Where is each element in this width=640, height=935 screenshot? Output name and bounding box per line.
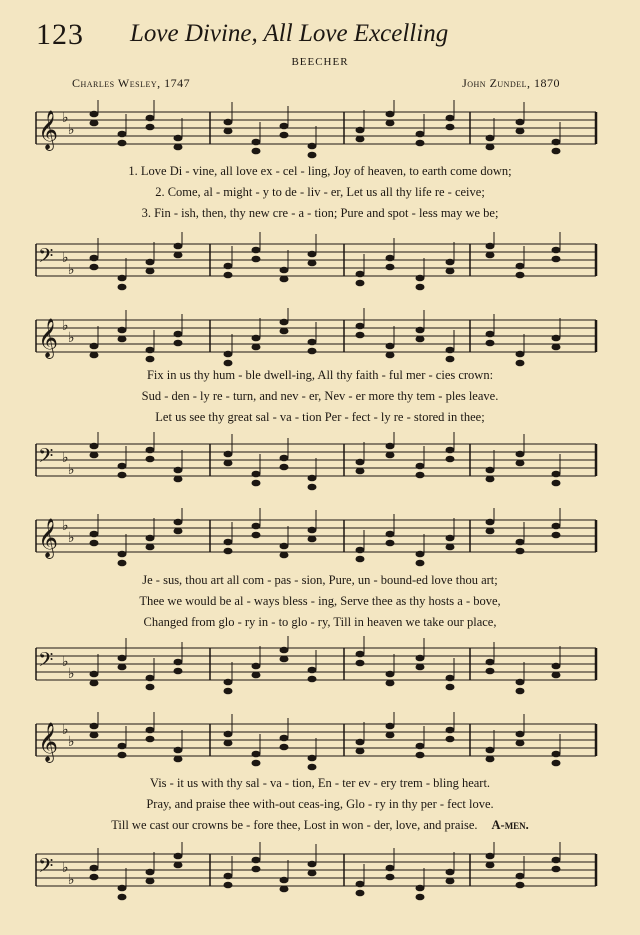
tune-name: BEECHER	[291, 56, 349, 68]
note-head	[416, 752, 425, 759]
note-head	[356, 739, 365, 746]
note-head	[118, 327, 127, 334]
note-head	[446, 736, 455, 743]
note-head	[516, 272, 525, 279]
note-head	[308, 143, 317, 150]
note-head	[516, 263, 525, 270]
note-head	[356, 660, 365, 667]
note-head	[90, 255, 99, 262]
note-head	[416, 655, 425, 662]
note-head	[516, 679, 525, 686]
note-head	[552, 523, 561, 530]
note-head	[174, 853, 183, 860]
flat-icon: ♭	[68, 666, 75, 682]
system-4-bass-staff	[0, 842, 640, 902]
note-head	[446, 878, 455, 885]
note-head	[356, 890, 365, 897]
note-head	[486, 853, 495, 860]
note-head	[552, 751, 561, 758]
note-head	[252, 247, 261, 254]
note-head	[146, 684, 155, 691]
note-head	[224, 539, 233, 546]
note-head	[118, 336, 127, 343]
note-head	[118, 664, 127, 671]
note-head	[356, 556, 365, 563]
note-head	[118, 275, 127, 282]
note-head	[118, 463, 127, 470]
note-head	[446, 675, 455, 682]
system-2-verse-3: Let us see thy great sal - va - tion Per - fect - ly re - stored in thee;	[155, 410, 485, 424]
note-head	[118, 140, 127, 147]
bass-clef-icon: 𝄢	[38, 648, 54, 676]
note-head	[416, 275, 425, 282]
note-head	[552, 857, 561, 864]
note-head	[446, 447, 455, 454]
note-head	[146, 447, 155, 454]
note-head	[308, 152, 317, 159]
system-1-verse-3: 3. Fin - ish, then, thy new cre - a - tion; Pure and spot - less may we be;	[141, 206, 499, 220]
note-head	[146, 869, 155, 876]
bass-clef-icon: 𝄢	[38, 854, 54, 882]
note-head	[446, 115, 455, 122]
note-head	[552, 672, 561, 679]
note-head	[308, 764, 317, 771]
note-head	[386, 111, 395, 118]
hymn-title: Love Divine, All Love Excelling	[130, 20, 449, 47]
note-head	[516, 740, 525, 747]
note-head	[386, 352, 395, 359]
note-head	[118, 560, 127, 567]
note-head	[252, 672, 261, 679]
flat-icon: ♭	[62, 654, 69, 670]
treble-clef-icon: 𝄞	[38, 722, 59, 762]
note-head	[252, 344, 261, 351]
note-head	[146, 675, 155, 682]
note-head	[118, 885, 127, 892]
note-head	[224, 272, 233, 279]
note-head	[416, 463, 425, 470]
note-head	[90, 120, 99, 127]
note-head	[486, 243, 495, 250]
note-head	[146, 535, 155, 542]
note-head	[516, 119, 525, 126]
note-head	[446, 124, 455, 131]
system-4-verse-2: Pray, and praise thee with-out ceas-ing, Glo - ry in thy per - fect love.	[146, 797, 494, 811]
flat-icon: ♭	[62, 450, 69, 466]
bass-clef-icon: 𝄢	[38, 444, 54, 472]
system-3-verse-2: Thee we would be al - ways bless - ing, Serve thee as thy hosts a - bove,	[139, 594, 501, 608]
note-head	[416, 664, 425, 671]
note-head	[280, 455, 289, 462]
note-head	[146, 736, 155, 743]
note-head	[118, 655, 127, 662]
note-head	[516, 539, 525, 546]
note-head	[308, 348, 317, 355]
treble-clef-icon: 𝄞	[38, 110, 59, 150]
note-head	[386, 343, 395, 350]
system-4-verse-3	[40, 818, 600, 833]
note-head	[356, 881, 365, 888]
note-head	[552, 663, 561, 670]
note-head	[90, 865, 99, 872]
note-head	[446, 684, 455, 691]
note-head	[90, 671, 99, 678]
note-head	[90, 111, 99, 118]
note-head	[146, 124, 155, 131]
note-head	[224, 351, 233, 358]
note-head	[308, 536, 317, 543]
note-head	[224, 263, 233, 270]
note-head	[224, 688, 233, 695]
note-head	[90, 452, 99, 459]
note-head	[90, 352, 99, 359]
note-head	[386, 874, 395, 881]
note-head	[308, 484, 317, 491]
note-head	[486, 331, 495, 338]
composer-credit: John Zundel, 1870	[462, 76, 560, 90]
note-head	[416, 327, 425, 334]
note-head	[552, 256, 561, 263]
note-head	[552, 139, 561, 146]
note-head	[552, 471, 561, 478]
note-head	[146, 727, 155, 734]
note-head	[552, 148, 561, 155]
note-head	[416, 284, 425, 291]
note-head	[146, 456, 155, 463]
note-head	[486, 340, 495, 347]
note-head	[386, 443, 395, 450]
note-head	[552, 532, 561, 539]
note-head	[90, 264, 99, 271]
note-head	[90, 343, 99, 350]
note-head	[386, 255, 395, 262]
note-head	[416, 472, 425, 479]
flat-icon: ♭	[68, 122, 75, 138]
note-head	[90, 540, 99, 547]
note-head	[356, 468, 365, 475]
note-head	[308, 755, 317, 762]
note-head	[90, 874, 99, 881]
flat-icon: ♭	[68, 462, 75, 478]
note-head	[118, 284, 127, 291]
note-head	[280, 552, 289, 559]
note-head	[386, 264, 395, 271]
note-head	[146, 356, 155, 363]
note-head	[224, 873, 233, 880]
note-head	[516, 451, 525, 458]
note-head	[552, 480, 561, 487]
note-head	[308, 475, 317, 482]
system-3-treble-staff	[0, 508, 640, 568]
note-head	[386, 540, 395, 547]
note-head	[174, 747, 183, 754]
note-head	[516, 460, 525, 467]
flat-icon: ♭	[62, 318, 69, 334]
note-head	[252, 335, 261, 342]
note-head	[280, 647, 289, 654]
note-head	[280, 877, 289, 884]
hymn-number: 123	[36, 18, 84, 51]
note-head	[224, 740, 233, 747]
note-head	[146, 268, 155, 275]
treble-clef-icon: 𝄞	[38, 318, 59, 358]
note-head	[516, 731, 525, 738]
note-head	[280, 464, 289, 471]
note-head	[552, 866, 561, 873]
note-head	[356, 332, 365, 339]
system-1-verse-2: 2. Come, al - might - y to de - liv - er, Let us all thy life re - ceive;	[155, 185, 485, 199]
note-head	[174, 519, 183, 526]
note-head	[386, 723, 395, 730]
note-head	[224, 731, 233, 738]
system-1-bass-staff	[0, 232, 640, 292]
note-head	[174, 756, 183, 763]
note-head	[280, 276, 289, 283]
note-head	[386, 452, 395, 459]
note-head	[90, 732, 99, 739]
note-head	[280, 886, 289, 893]
note-head	[486, 528, 495, 535]
flat-icon: ♭	[62, 250, 69, 266]
note-head	[224, 451, 233, 458]
note-head	[446, 347, 455, 354]
note-head	[224, 119, 233, 126]
note-head	[486, 668, 495, 675]
note-head	[224, 882, 233, 889]
note-head	[356, 136, 365, 143]
note-head	[90, 443, 99, 450]
note-head	[118, 743, 127, 750]
note-head	[486, 756, 495, 763]
note-head	[552, 344, 561, 351]
note-head	[280, 123, 289, 130]
flat-icon: ♭	[68, 530, 75, 546]
note-head	[416, 551, 425, 558]
flat-icon: ♭	[68, 330, 75, 346]
note-head	[486, 747, 495, 754]
note-head	[416, 743, 425, 750]
note-head	[552, 760, 561, 767]
note-head	[386, 120, 395, 127]
note-head	[386, 671, 395, 678]
note-head	[356, 271, 365, 278]
note-head	[386, 531, 395, 538]
note-head	[146, 878, 155, 885]
note-head	[252, 751, 261, 758]
note-head	[174, 340, 183, 347]
system-3-verse-1: Je - sus, thou art all com - pas - sion, Pure, un - bound-ed love thou art;	[142, 573, 498, 587]
note-head	[386, 865, 395, 872]
note-head	[416, 560, 425, 567]
note-head	[252, 760, 261, 767]
note-head	[486, 467, 495, 474]
note-head	[516, 360, 525, 367]
note-head	[308, 339, 317, 346]
note-head	[174, 476, 183, 483]
note-head	[118, 551, 127, 558]
note-head	[486, 135, 495, 142]
system-1-verse-1: 1. Love Di - vine, all love ex - cel - ling, Joy of heaven, to earth come down;	[128, 164, 512, 178]
note-head	[308, 260, 317, 267]
note-head	[146, 544, 155, 551]
note-head	[252, 139, 261, 146]
note-head	[446, 356, 455, 363]
note-head	[416, 885, 425, 892]
note-head	[516, 882, 525, 889]
flat-icon: ♭	[68, 872, 75, 888]
note-head	[252, 256, 261, 263]
note-head	[252, 857, 261, 864]
note-head	[174, 135, 183, 142]
flat-icon: ♭	[62, 518, 69, 534]
note-head	[516, 548, 525, 555]
note-head	[224, 460, 233, 467]
note-head	[356, 547, 365, 554]
note-head	[280, 267, 289, 274]
note-head	[552, 247, 561, 254]
note-head	[308, 870, 317, 877]
note-head	[174, 862, 183, 869]
system-1-treble-staff	[0, 100, 640, 160]
note-head	[552, 335, 561, 342]
note-head	[118, 894, 127, 901]
system-4-verse-1: Vis - it us with thy sal - va - tion, En - ter ev - ery trem - bling heart.	[149, 776, 491, 790]
note-head	[118, 752, 127, 759]
note-head	[224, 360, 233, 367]
note-head	[90, 680, 99, 687]
note-head	[308, 527, 317, 534]
note-head	[280, 543, 289, 550]
flat-icon: ♭	[68, 262, 75, 278]
note-head	[224, 679, 233, 686]
note-head	[252, 148, 261, 155]
note-head	[174, 252, 183, 259]
note-head	[118, 472, 127, 479]
note-head	[252, 480, 261, 487]
note-head	[356, 280, 365, 287]
note-head	[146, 259, 155, 266]
note-head	[252, 532, 261, 539]
note-head	[356, 323, 365, 330]
note-head	[280, 132, 289, 139]
note-head	[416, 131, 425, 138]
note-head	[146, 115, 155, 122]
note-head	[308, 667, 317, 674]
note-head	[252, 663, 261, 670]
note-head	[486, 519, 495, 526]
system-2-treble-staff	[0, 308, 640, 368]
system-2-verse-2: Sud - den - ly re - turn, and nev - er, Nev - er more thy tem - ples leave.	[141, 389, 499, 403]
note-head	[280, 319, 289, 326]
note-head	[174, 331, 183, 338]
system-2-verse-1: Fix in us thy hum - ble dwell-ing, All thy faith - ful mer - cies crown:	[146, 368, 494, 382]
note-head	[446, 727, 455, 734]
note-head	[280, 735, 289, 742]
note-head	[486, 659, 495, 666]
note-head	[280, 744, 289, 751]
note-head	[356, 459, 365, 466]
note-head	[174, 528, 183, 535]
note-head	[446, 456, 455, 463]
note-head	[486, 476, 495, 483]
note-head	[90, 723, 99, 730]
flat-icon: ♭	[62, 110, 69, 126]
note-head	[146, 347, 155, 354]
system-3-bass-staff	[0, 636, 640, 696]
note-head	[174, 467, 183, 474]
note-head	[174, 659, 183, 666]
note-head	[356, 127, 365, 134]
note-head	[516, 688, 525, 695]
note-head	[446, 544, 455, 551]
note-head	[446, 869, 455, 876]
note-head	[446, 268, 455, 275]
note-head	[280, 656, 289, 663]
note-head	[224, 548, 233, 555]
note-head	[174, 243, 183, 250]
system-3-verse-3: Changed from glo - ry in - to glo - ry, Till in heaven we take our place,	[143, 615, 497, 629]
note-head	[516, 351, 525, 358]
note-head	[90, 531, 99, 538]
note-head	[308, 861, 317, 868]
note-head	[516, 128, 525, 135]
note-head	[446, 535, 455, 542]
note-head	[308, 251, 317, 258]
system-4-treble-staff	[0, 712, 640, 772]
note-head	[516, 873, 525, 880]
system-2-bass-staff	[0, 432, 640, 492]
note-head	[356, 748, 365, 755]
note-head	[224, 128, 233, 135]
bass-clef-icon: 𝄢	[38, 244, 54, 272]
note-head	[416, 140, 425, 147]
note-head	[252, 471, 261, 478]
flat-icon: ♭	[68, 734, 75, 750]
note-head	[446, 259, 455, 266]
note-head	[416, 336, 425, 343]
flat-icon: ♭	[62, 860, 69, 876]
author-credit: Charles Wesley, 1747	[72, 76, 191, 90]
note-head	[252, 866, 261, 873]
note-head	[174, 668, 183, 675]
note-head	[308, 676, 317, 683]
note-head	[486, 144, 495, 151]
note-head	[486, 252, 495, 259]
treble-clef-icon: 𝄞	[38, 518, 59, 558]
note-head	[486, 862, 495, 869]
note-head	[252, 523, 261, 530]
note-head	[386, 732, 395, 739]
note-head	[356, 651, 365, 658]
flat-icon: ♭	[62, 722, 69, 738]
amen-label: A-men.	[491, 818, 529, 832]
note-head	[416, 894, 425, 901]
note-head	[280, 328, 289, 335]
note-head	[174, 144, 183, 151]
note-head	[118, 131, 127, 138]
note-head	[386, 680, 395, 687]
system-4-verse-3-text: Till we cast our crowns be - fore thee, Lost in won - der, love, and praise.	[111, 818, 478, 832]
